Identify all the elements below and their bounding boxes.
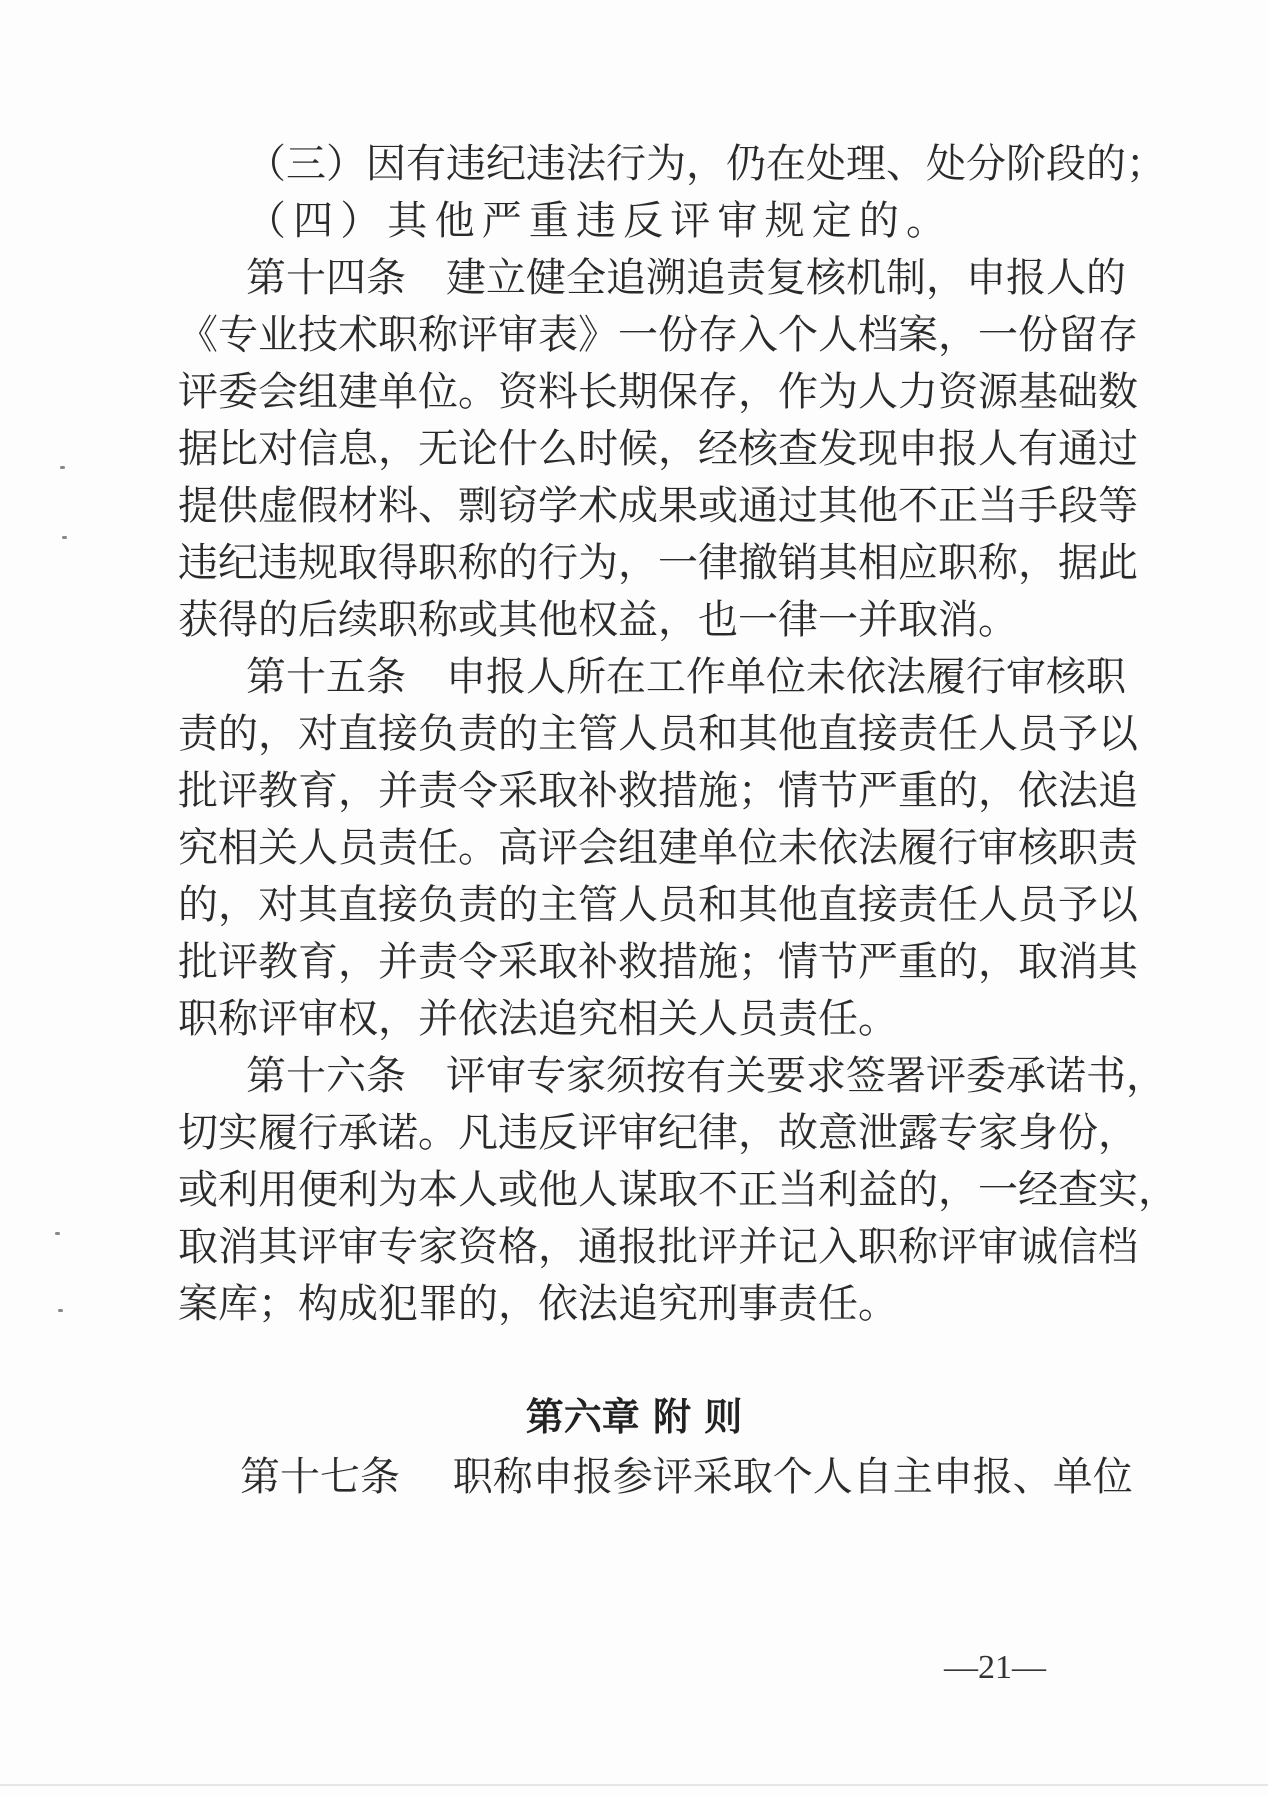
scan-speck	[60, 466, 65, 469]
article-14-line-5: 提供虚假材料、剽窃学术成果或通过其他不正当手段等	[178, 483, 1138, 529]
article-16-line-1: 第十六条 评审专家须按有关要求签署评委承诺书，	[246, 1053, 1166, 1099]
article-14-line-1: 第十四条 建立健全追溯追责复核机制，申报人的	[246, 255, 1126, 301]
article-14-line-2: 《专业技术职称评审表》一份存入个人档案，一份留存	[178, 312, 1138, 358]
article-17-line-1: 第十七条 职称申报参评采取个人自主申报、单位	[240, 1454, 1133, 1500]
chapter-title: 第六章 附 则	[525, 1395, 743, 1439]
article-15-line-7: 职称评审权，并依法追究相关人员责任。	[178, 996, 898, 1042]
article-15-line-3: 批评教育，并责令采取补救措施；情节严重的，依法追	[178, 768, 1138, 814]
scan-speck	[55, 1232, 60, 1235]
scan-speck	[62, 536, 67, 539]
article-15-line-5: 的，对其直接负责的主管人员和其他直接责任人员予以	[178, 882, 1138, 928]
article-14-line-4: 据比对信息，无论什么时候，经核查发现申报人有通过	[178, 426, 1138, 472]
scan-speck	[58, 1309, 63, 1312]
article-15-line-6: 批评教育，并责令采取补救措施；情节严重的，取消其	[178, 939, 1138, 985]
page-number: —21—	[944, 1649, 1046, 1686]
article-16-line-2: 切实履行承诺。凡违反评审纪律，故意泄露专家身份，	[178, 1110, 1138, 1156]
text-line-2: （四）其他严重违反评审规定的。	[246, 198, 954, 244]
article-15-line-2: 责的，对直接负责的主管人员和其他直接责任人员予以	[178, 711, 1138, 757]
article-14-line-3: 评委会组建单位。资料长期保存，作为人力资源基础数	[178, 369, 1138, 415]
article-15-line-1: 第十五条 申报人所在工作单位未依法履行审核职	[246, 654, 1126, 700]
scan-edge	[0, 1784, 1268, 1786]
article-14-line-6: 违纪违规取得职称的行为，一律撤销其相应职称，据此	[178, 540, 1138, 586]
text-line-1: （三）因有违纪违法行为，仍在处理、处分阶段的；	[246, 141, 1166, 187]
article-15-line-4: 究相关人员责任。高评会组建单位未依法履行审核职责	[178, 825, 1138, 871]
article-16-line-3: 或利用便利为本人或他人谋取不正当利益的，一经查实，	[178, 1167, 1178, 1213]
article-16-line-4: 取消其评审专家资格，通报批评并记入职称评审诚信档	[178, 1224, 1138, 1270]
article-14-line-7: 获得的后续职称或其他权益，也一律一并取消。	[178, 597, 1018, 643]
article-16-line-5: 案库；构成犯罪的，依法追究刑事责任。	[178, 1281, 898, 1327]
